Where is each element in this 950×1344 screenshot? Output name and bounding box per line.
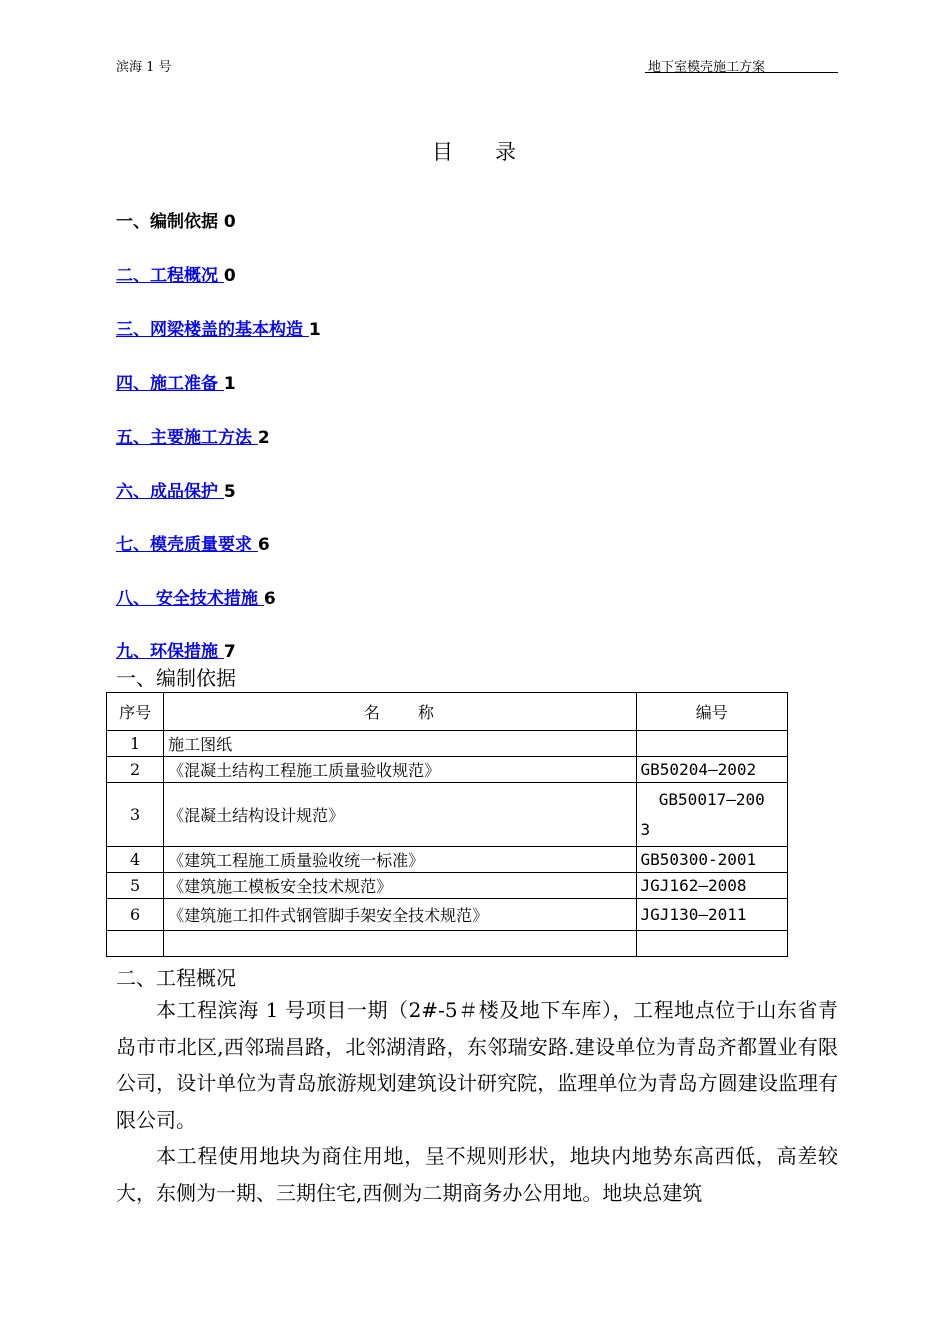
cell-code-line-1: GB50017—200 (658, 789, 765, 809)
toc-title-char-2: 录 (495, 140, 518, 164)
table-row (107, 731, 788, 757)
col-header-name-char-1: 名 (363, 703, 382, 722)
cell-code-line-2: 3 (640, 819, 651, 839)
toc-item-page: 1 (308, 320, 321, 340)
toc-item[interactable] (116, 315, 321, 340)
toc-title-char-1: 目 (432, 140, 455, 164)
cell-name: 施工图纸 (164, 731, 636, 757)
table-header-row (107, 693, 788, 731)
toc-item-page: 0 (223, 266, 236, 286)
section-heading-overview: 二、工程概况 (116, 966, 236, 990)
cell-name: 《混凝土结构工程施工质量验收规范》 (164, 757, 636, 783)
cell-code: GB50204—2002 (636, 757, 787, 783)
header-document-title: 地下室模壳施工方案 (648, 60, 766, 75)
table-row (107, 931, 788, 957)
toc-item-label: 一、编制依据 (116, 212, 224, 232)
toc-item-page: 6 (257, 535, 270, 555)
cell-name: 《混凝土结构设计规范》 (164, 783, 636, 847)
cell-no (107, 931, 164, 957)
toc-item-page: 0 (223, 212, 236, 232)
header-rule (645, 72, 838, 73)
cell-name (164, 931, 636, 957)
col-header-name (164, 693, 636, 731)
table-row (107, 873, 788, 899)
toc-title (0, 136, 950, 166)
cell-no: 6 (107, 899, 164, 931)
table-row (107, 899, 788, 931)
toc-item[interactable] (116, 637, 236, 662)
cell-no: 5 (107, 873, 164, 899)
cell-name: 《建筑工程施工质量验收统一标准》 (164, 847, 636, 873)
body-paragraph: 本工程滨海 1 号项目一期（2#-5＃楼及地下车库），工程地点位于山东省青岛市市北区,西邻瑞昌路，北邻湖清路，东邻瑞安路.建设单位为青岛齐都置业有限公司，设计单位为青岛旅游规划建筑设计研究院，监理单位为青岛方圆建设监理有限公司。 (116, 998, 838, 1132)
cell-code (636, 931, 787, 957)
section-heading-basis: 一、编制依据 (116, 666, 236, 690)
header-project-name: 滨海 1 号 (116, 60, 172, 75)
toc-item-link[interactable]: 七、模壳质量要求 (116, 535, 258, 555)
cell-code (636, 783, 787, 847)
toc-item[interactable] (116, 261, 236, 286)
toc-item-link[interactable]: 五、主要施工方法 (116, 428, 258, 448)
cell-code (636, 731, 787, 757)
table-row (107, 757, 788, 783)
cell-no: 3 (107, 783, 164, 847)
toc-item[interactable] (116, 423, 270, 448)
reference-standards-table (106, 692, 788, 957)
body-paragraph: 本工程使用地块为商住用地，呈不规则形状，地块内地势东高西低，高差较大，东侧为一期、三期住宅,西侧为二期商务办公用地。地块总建筑 (116, 1144, 838, 1205)
cell-code: JGJ162—2008 (636, 873, 787, 899)
cell-code: GB50300-2001 (636, 847, 787, 873)
toc-item-page: 6 (263, 589, 276, 609)
col-header-no: 序号 (107, 693, 164, 731)
toc-item-link[interactable]: 三、网梁楼盖的基本构造 (116, 320, 309, 340)
toc-item[interactable] (116, 584, 276, 609)
toc-item-page: 7 (223, 642, 236, 662)
cell-name: 《建筑施工模板安全技术规范》 (164, 873, 636, 899)
toc-item-link[interactable]: 六、成品保护 (116, 482, 224, 502)
toc-item-link[interactable]: 八、 安全技术措施 (116, 589, 264, 609)
table-row (107, 783, 788, 847)
toc-item[interactable] (116, 207, 236, 232)
table-row (107, 847, 788, 873)
toc-item-page: 5 (223, 482, 236, 502)
toc-item-link[interactable]: 九、环保措施 (116, 642, 224, 662)
col-header-code: 编号 (636, 693, 787, 731)
cell-name: 《建筑施工扣件式钢管脚手架安全技术规范》 (164, 899, 636, 931)
toc-item-page: 2 (257, 428, 270, 448)
toc-item-page: 1 (223, 374, 236, 394)
toc-item-link[interactable]: 二、工程概况 (116, 266, 224, 286)
cell-no: 4 (107, 847, 164, 873)
cell-no: 1 (107, 731, 164, 757)
toc-item-link[interactable]: 四、施工准备 (116, 374, 224, 394)
toc-item[interactable] (116, 369, 236, 394)
cell-code: JGJ130—2011 (636, 899, 787, 931)
cell-no: 2 (107, 757, 164, 783)
col-header-name-char-2: 称 (417, 703, 436, 722)
toc-item[interactable] (116, 530, 270, 555)
toc-item[interactable] (116, 477, 236, 502)
